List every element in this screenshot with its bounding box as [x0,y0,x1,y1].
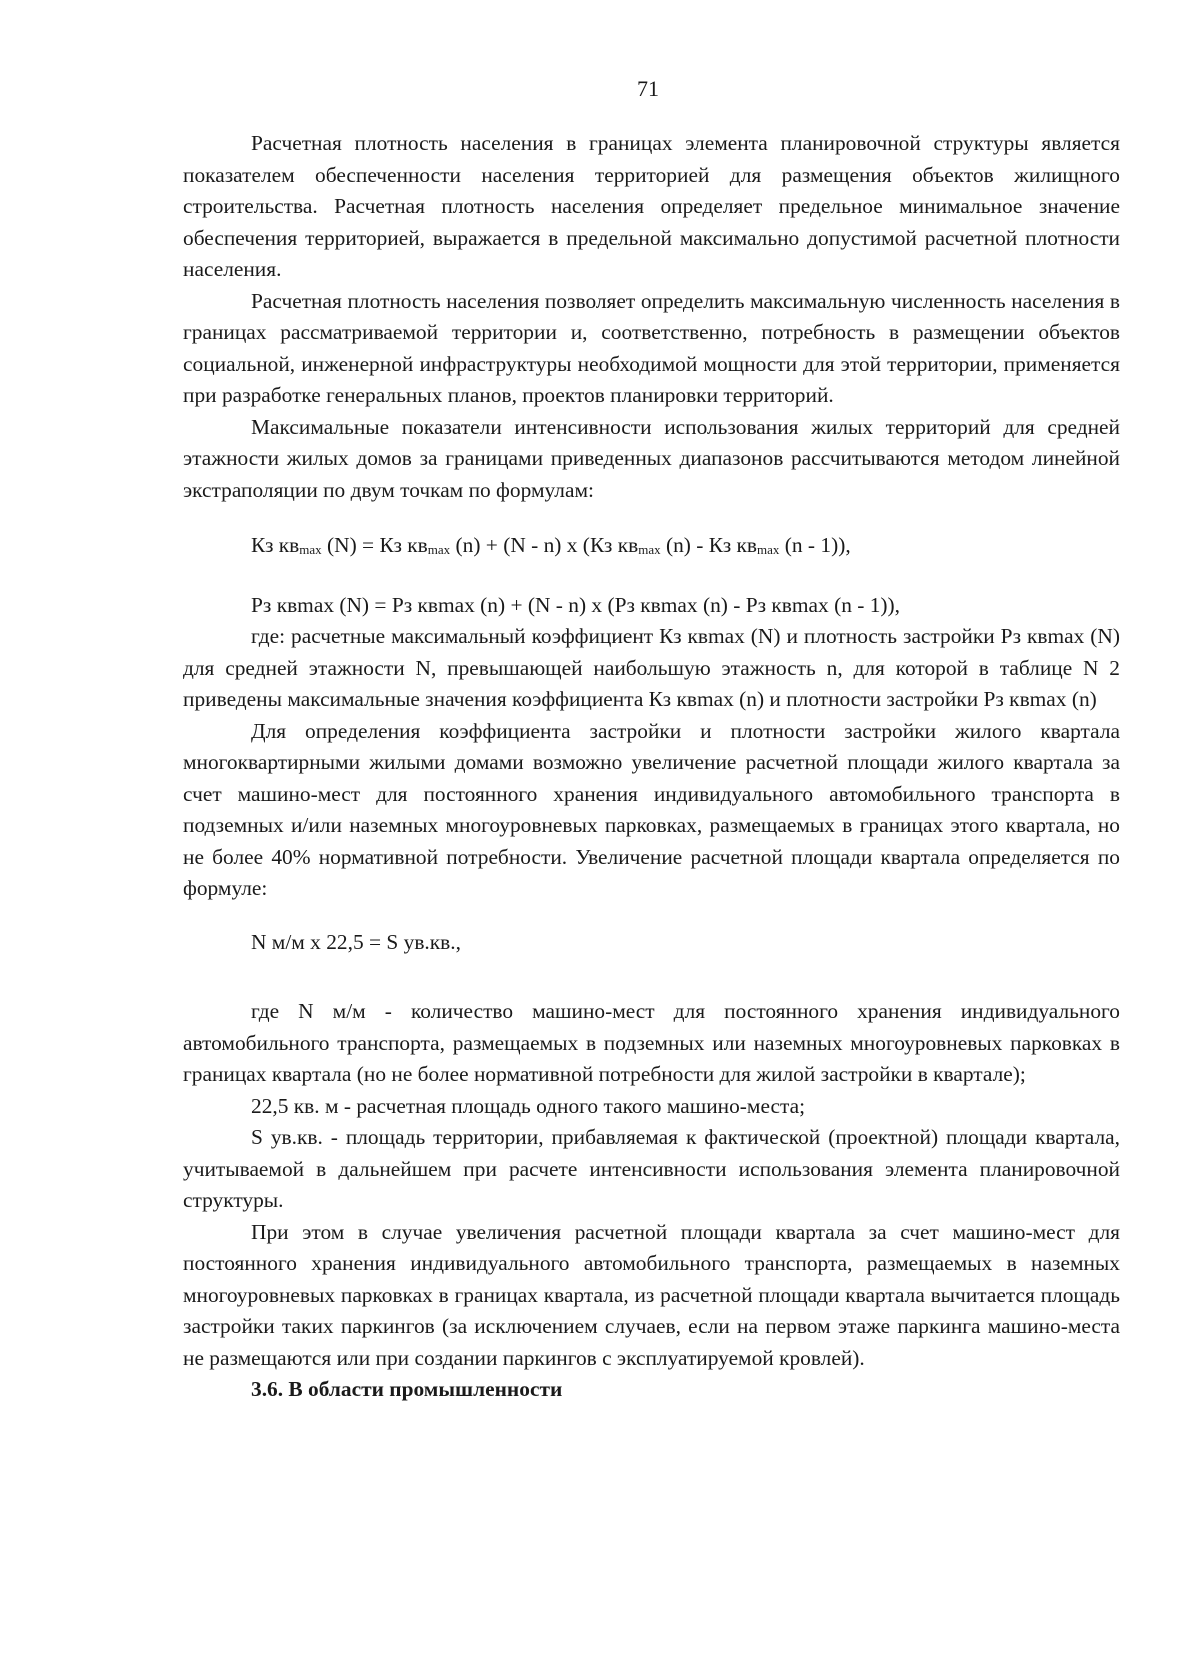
formula-subscript: max [427,542,451,557]
paragraph-population-capacity: Расчетная плотность населения позволяет определить максимальную численность населения в границах рассматриваемой территории и, соответственно, потребность в размещении объектов социальной, инженерной инфраструктуры необходимой мощности для этой территории, применяется при разработке генеральных планов, проектов планировки территорий. [183,288,1120,407]
formula-coefficient [183,530,1120,566]
spacer [183,905,1120,927]
paragraph-parking-deduction: При этом в случае увеличения расчетной площади квартала за счет машино-мест для постоянного хранения индивидуального автомобильного транспорта, размещаемых в наземных многоуровневых парковках в границах квартала, из расчетной площади квартала вычитается площадь застройки таких паркингов (за исключением случаев, если на первом этаже паркинга машино-места не размещаются или при создании паркингов с эксплуатируемой кровлей). [183,1219,1120,1370]
formula-term: (n) + (N - n) x ( [450,533,590,557]
formula-term: Кз кв [251,533,300,557]
formula-term: (n - 1)), [779,533,851,557]
formula-term: Кз кв [708,533,757,557]
formula-subscript: max [757,542,780,557]
paragraph-added-area-definition: S ув.кв. - площадь территории, прибавляемая к фактической (проектной) площади квартала, учитываемой в дальнейшем при расчете интенсивности использования элемента планировочной структуры. [183,1125,1120,1212]
formula-term: (N) = [321,533,380,557]
paragraph-parking-space-area: 22,5 кв. м - расчетная площадь одного такого машино-места; [251,1093,806,1118]
formula-term: Кз кв [589,533,639,557]
paragraph-intensity-extrapolation: Максимальные показатели интенсивности использования жилых территорий для средней этажности жилых домов за границами приведенных диапазонов рассчитываются методом линейной экстраполяции по двум точкам по формулам: [183,414,1120,502]
page-number: 71 [637,76,659,101]
paragraph-formula-definitions: где: расчетные максимальный коэффициент Кз квmax (N) и плотность застройки Рз квmax (N) для средней этажности N, превышающей наибольшую этажность n, для которой в таблице N 2 приведены максимальные значения коэффициента Кз квmax (n) и плотности застройки Рз квmax (n) [183,624,1120,711]
formula-term: Кз кв [379,533,428,557]
formula-subscript: max [638,542,661,557]
section-heading: 3.6. В области промышленности [251,1377,563,1401]
document-body [183,128,1120,1406]
spacer [183,958,1120,996]
paragraph-population-density: Расчетная плотность населения в границах элемента планировочной структуры является показателем обеспеченности населения территорией для размещения объектов жилищного строительства. Расчетная плотность населения определяет предельное минимальное значение обеспечения территорией, выражается в предельной максимально допустимой расчетной плотности населения. [183,131,1120,281]
formula-subscript: max [299,542,322,557]
paragraph-parking-increase: Для определения коэффициента застройки и плотности застройки жилого квартала многоквартирными жилыми домами возможно увеличение расчетной площади жилого квартала за счет машино-мест для постоянного хранения индивидуального автомобильного транспорта в подземных и/или наземных многоуровневых парковках, размещаемых в границах этого квартала, но не более 40% нормативной потребности. Увеличение расчетной площади квартала определяется по формуле: [183,718,1120,900]
spacer [183,566,1120,590]
formula-parking-area: N м/м x 22,5 = S ув.кв., [251,929,461,954]
formula-term: (n) - [660,533,709,557]
paragraph-parking-count-definition: где N м/м - количество машино-мест для постоянного хранения индивидуального автомобильного транспорта, размещаемых в подземных или наземных многоуровневых парковках в границах квартала (но не более нормативной потребности для жилой застройки в квартале); [183,999,1120,1086]
formula-density: Рз квmax (N) = Рз квmax (n) + (N - n) x (Рз квmax (n) - Рз квmax (n - 1)), [251,592,901,617]
spacer [183,506,1120,530]
